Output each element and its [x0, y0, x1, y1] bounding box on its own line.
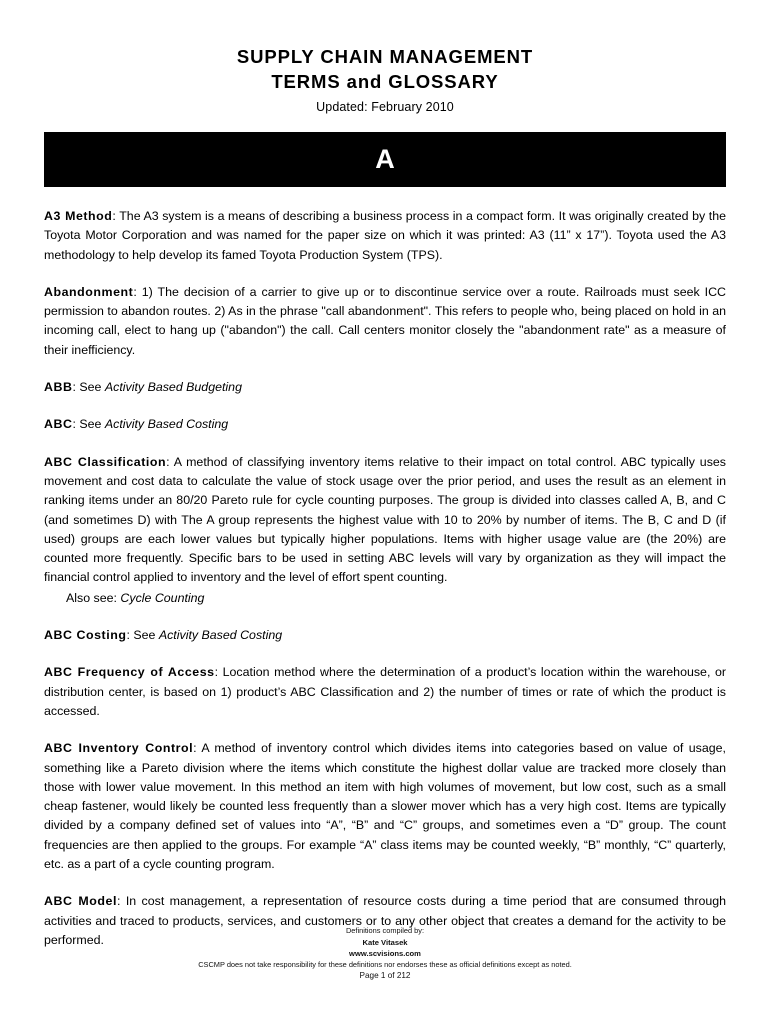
glossary-term-separator: :	[72, 417, 80, 432]
document-title-line-2: TERMS and GLOSSARY	[271, 71, 499, 92]
glossary-term: ABC Costing	[44, 628, 127, 643]
glossary-term: A3 Method	[44, 209, 113, 223]
glossary-definition: Location method where the determination of a product’s location within the warehouse, or distribution center, is based on 1) product’s ABC Classification and 2) the number of times or rate of which the product is accessed.	[44, 665, 727, 718]
glossary-definition: The A3 system is a means of describing a business process in a compact form. It was originally created by the Toyota Motor Corporation and was named for the paper size on which it was printed: A3 (11” x 17”). Toyota used the A3 methodology to help develop its famed Toyota Production System (TPS).	[44, 209, 726, 262]
footer-website: www.scvisions.com	[349, 948, 421, 958]
footer-author: Kate Vitasek	[362, 937, 408, 947]
glossary-term: ABC Model	[44, 894, 117, 909]
glossary-entry-paragraph	[44, 378, 726, 397]
glossary-entry-paragraph	[44, 663, 726, 721]
glossary-definition: In cost management, a representation of resource costs during a time period that are consumed through activities and traced to products, services, and customers or to any other object that creates a demand for the activity to be performed.	[44, 894, 727, 947]
page-footer	[0, 926, 770, 982]
footer-disclaimer: CSCMP does not take responsibility for these definitions nor endorses these as official definitions except as noted.	[198, 959, 572, 969]
glossary-entry	[44, 283, 726, 360]
glossary-cross-reference: Activity Based Costing	[104, 417, 229, 432]
glossary-term-separator: :	[126, 628, 134, 643]
glossary-entry-paragraph	[44, 739, 726, 874]
glossary-also-see	[44, 589, 726, 608]
glossary-entry	[44, 207, 726, 265]
glossary-entry-paragraph	[44, 207, 726, 265]
glossary-term-separator: :	[166, 454, 174, 469]
footer-compiled-by: Definitions compiled by:	[345, 925, 425, 935]
document-updated-date: Updated: February 2010	[316, 100, 454, 114]
glossary-entry	[44, 415, 726, 434]
glossary-entry	[44, 626, 726, 645]
glossary-definition: See	[79, 417, 105, 432]
glossary-term-separator: :	[193, 741, 202, 756]
glossary-also-see-label: Also see:	[66, 590, 121, 605]
glossary-term: ABB	[44, 380, 73, 395]
glossary-cross-reference: Activity Based Budgeting	[104, 380, 242, 395]
glossary-entry-paragraph	[44, 453, 726, 588]
glossary-entry	[44, 453, 726, 608]
glossary-entry	[44, 663, 726, 721]
letter-section-banner	[44, 132, 726, 187]
glossary-definition: See	[79, 380, 105, 395]
glossary-term-separator: :	[214, 665, 223, 680]
glossary-entry-paragraph	[44, 415, 726, 434]
glossary-term: ABC Frequency of Access	[44, 665, 215, 680]
glossary-definition: A method of inventory control which divides items into categories based on value of usage, something like a Pareto division where the items which constitute the highest dollar value are tracked more closely than those with lower value movement. In this method an item with high volumes of movement, but low cost, such as a small cheap fastener, would likely be counted less frequently than a slower mover which has a very high cost. Items are typically divided by a company defined set of values into “A”, “B” and “C” groups, and sometimes even a “D” group. The count frequencies are then applied to the groups. For example “A” class items may be counted weekly, “B” monthly, “C” quarterly, etc. as a part of a cycle counting program.	[44, 741, 726, 872]
glossary-entry-paragraph	[44, 283, 726, 360]
glossary-entry	[44, 739, 726, 874]
glossary-cross-reference: Activity Based Costing	[158, 628, 283, 643]
glossary-term: ABC	[44, 417, 73, 432]
glossary-term-separator: :	[116, 894, 126, 909]
glossary-term: ABC Classification	[44, 454, 167, 469]
glossary-entry-list	[44, 207, 726, 950]
document-title-line-1: SUPPLY CHAIN MANAGEMENT	[236, 46, 534, 67]
glossary-definition: A method of classifying inventory items relative to their impact on total control. ABC typically uses movement and cost data to calculate the value of stock usage over the prior period, and uses the result as an element in ranking items under an 80/20 Pareto rule for cycle counting purposes. The group is divided into classes called A, B, and C (and sometimes D) with The A group represents the highest value with 10 to 20% by number of items. The B, C and D (if used) groups are each lower values but typically higher populations. Items with higher usage value are (the 20%) are counted more frequently. Specific bars to be used in setting ABC levels will vary by organization as they will impact the financial control applied to inventory and the level of effort spent counting.	[44, 454, 726, 585]
document-header	[44, 0, 726, 117]
glossary-term-separator: :	[112, 209, 120, 223]
glossary-definition: 1) The decision of a carrier to give up or to discontinue service over a route. Railroads must seek ICC permission to abandon routes. 2) As in the phrase "call abandonment". This refers to people who, being placed on hold in an incoming call, elect to hang up ("abandon") the call. Call centers monitor closely the "abandonment rate" as a measure of their inefficiency.	[44, 284, 726, 357]
letter-section-label: A	[375, 144, 395, 174]
glossary-term-separator: :	[72, 380, 80, 395]
glossary-term: ABC Inventory Control	[44, 741, 194, 756]
glossary-term: Abandonment	[44, 284, 134, 299]
glossary-also-see-reference: Cycle Counting	[120, 590, 205, 605]
footer-page-number: Page 1 of 212	[359, 971, 411, 980]
glossary-term-separator: :	[133, 284, 142, 299]
glossary-definition: See	[133, 628, 159, 643]
glossary-entry-paragraph	[44, 626, 726, 645]
glossary-entry	[44, 378, 726, 397]
